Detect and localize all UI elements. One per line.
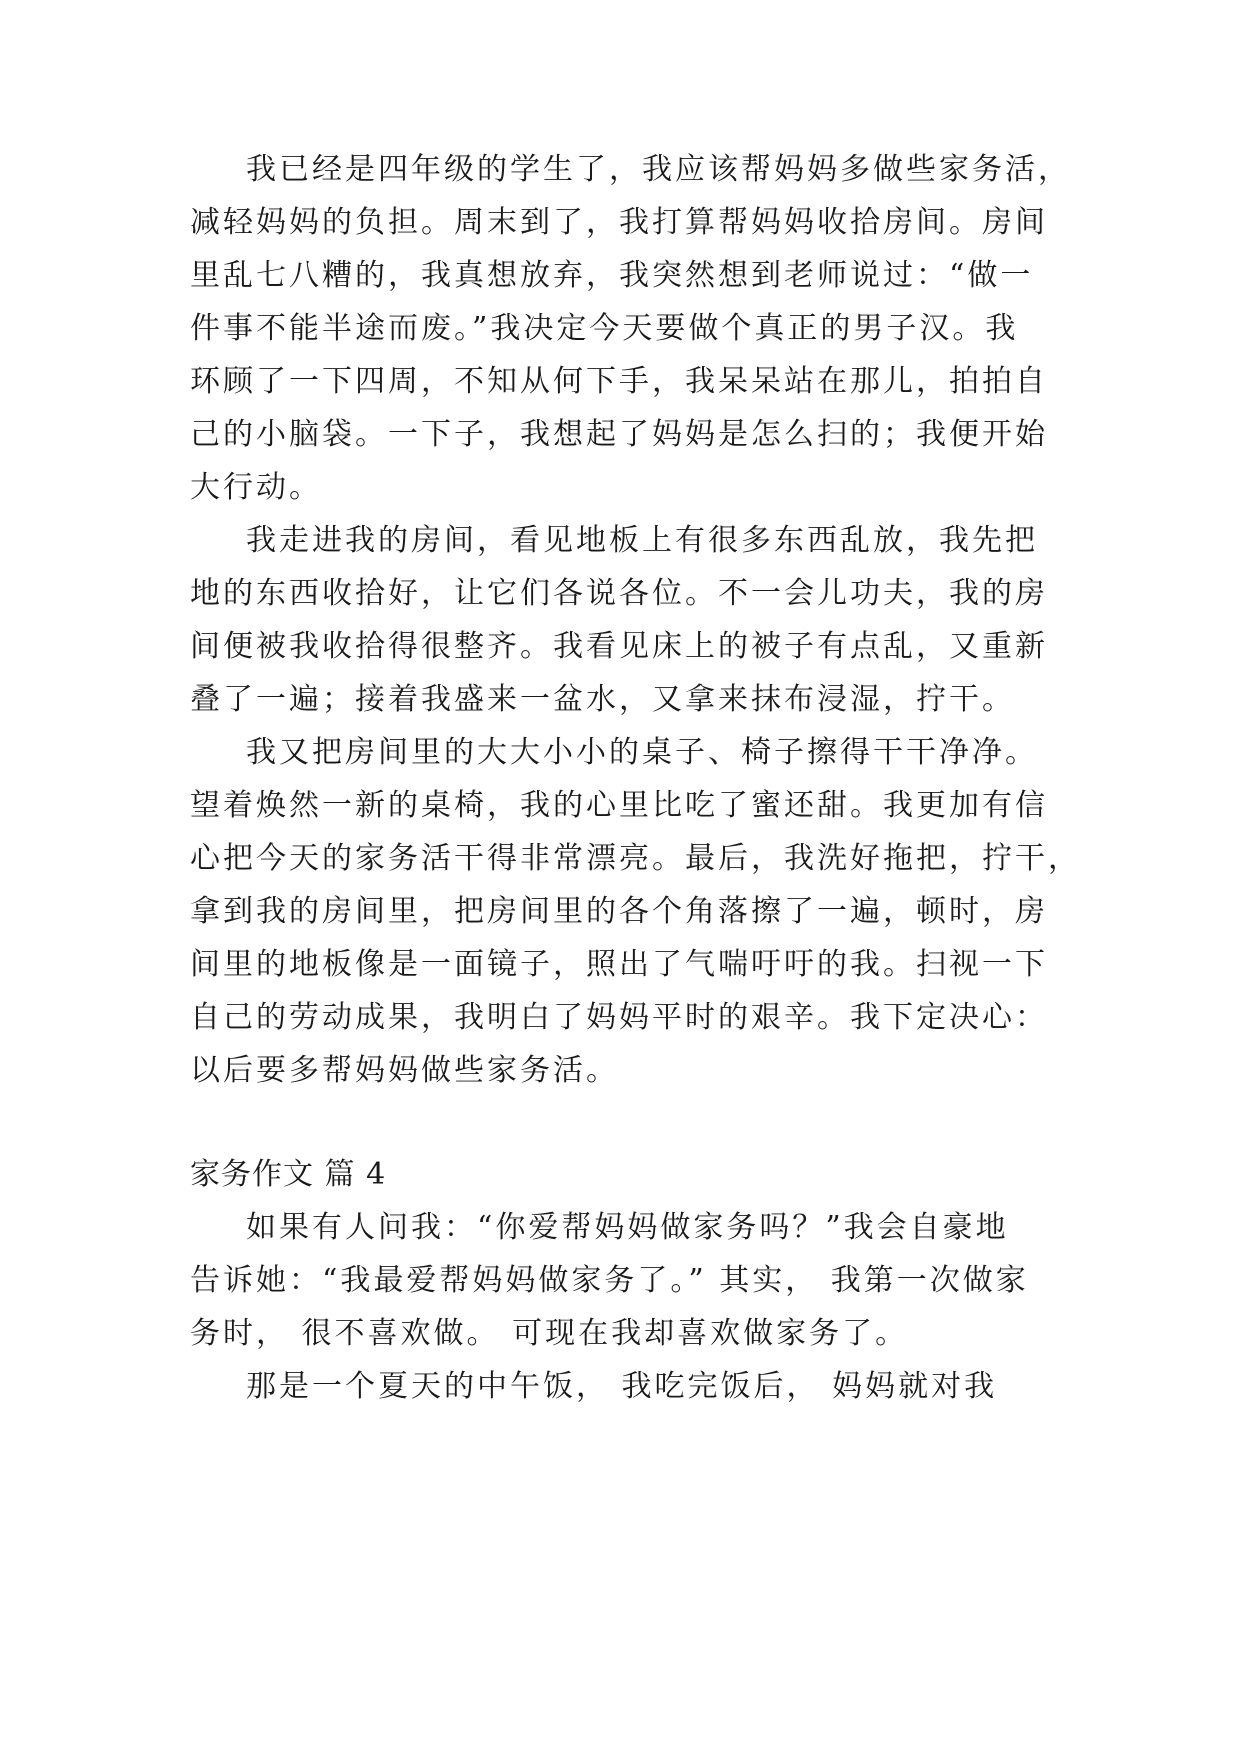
paragraph-line: 地的东西收拾好，让它们各说各位。不一会儿功夫，我的房 (190, 576, 1048, 611)
paragraph-line: 叠了一遍；接着我盛来一盆水，又拿来抹布浸湿，拧干。 (190, 682, 1015, 717)
paragraph-line: 以后要多帮妈妈做些家务活。 (190, 1053, 619, 1088)
paragraph-line: 我已经是四年级的学生了，我应该帮妈妈多做些家务活， (246, 152, 1071, 187)
paragraph-line: 如果有人问我：“你爱帮妈妈做家务吗？”我会自豪地 (246, 1210, 1009, 1245)
paragraph-line: 自己的劳动成果，我明白了妈妈平时的艰辛。我下定决心： (190, 1000, 1048, 1035)
paragraph-line: 我走进我的房间，看见地板上有很多东西乱放，我先把 (246, 523, 1038, 558)
paragraph-line: 拿到我的房间里，把房间里的各个角落擦了一遍，顿时，房 (190, 894, 1048, 929)
paragraph-line: 告诉她：“我最爱帮妈妈做家务了。” 其实， 我第一次做家 (190, 1263, 1029, 1298)
paragraph-line: 间里的地板像是一面镜子，照出了气喘吁吁的我。扫视一下 (190, 947, 1048, 982)
paragraph-line: 减轻妈妈的负担。周末到了，我打算帮妈妈收拾房间。房间 (190, 205, 1048, 240)
paragraph-line: 环顾了一下四周，不知从何下手，我呆呆站在那儿，拍拍自 (190, 364, 1048, 399)
paragraph-line: 那是一个夏天的中午饭， 我吃完饭后， 妈妈就对我 (246, 1369, 998, 1404)
paragraph-line: 我又把房间里的大大小小的桌子、椅子擦得干干净净。 (246, 735, 1038, 770)
paragraph-line: 大行动。 (190, 470, 322, 505)
section-heading: 家务作文 篇 4 (190, 1157, 387, 1192)
paragraph-line: 间便被我收拾得很整齐。我看见床上的被子有点乱，又重新 (190, 629, 1048, 664)
paragraph-line: 件事不能半途而废。”我决定今天要做个真正的男子汉。我 (190, 311, 1019, 346)
paragraph-line: 己的小脑袋。一下子，我想起了妈妈是怎么扫的；我便开始 (190, 417, 1048, 452)
paragraph-line: 心把今天的家务活干得非常漂亮。最后，我洗好拖把，拧干， (190, 841, 1081, 876)
paragraph-line: 务时， 很不喜欢做。 可现在我却喜欢做家务了。 (190, 1316, 909, 1351)
paragraph-line: 望着焕然一新的桌椅，我的心里比吃了蜜还甜。我更加有信 (190, 788, 1048, 823)
paragraph-line: 里乱七八糟的，我真想放弃，我突然想到老师说过：“做一 (190, 258, 1034, 293)
